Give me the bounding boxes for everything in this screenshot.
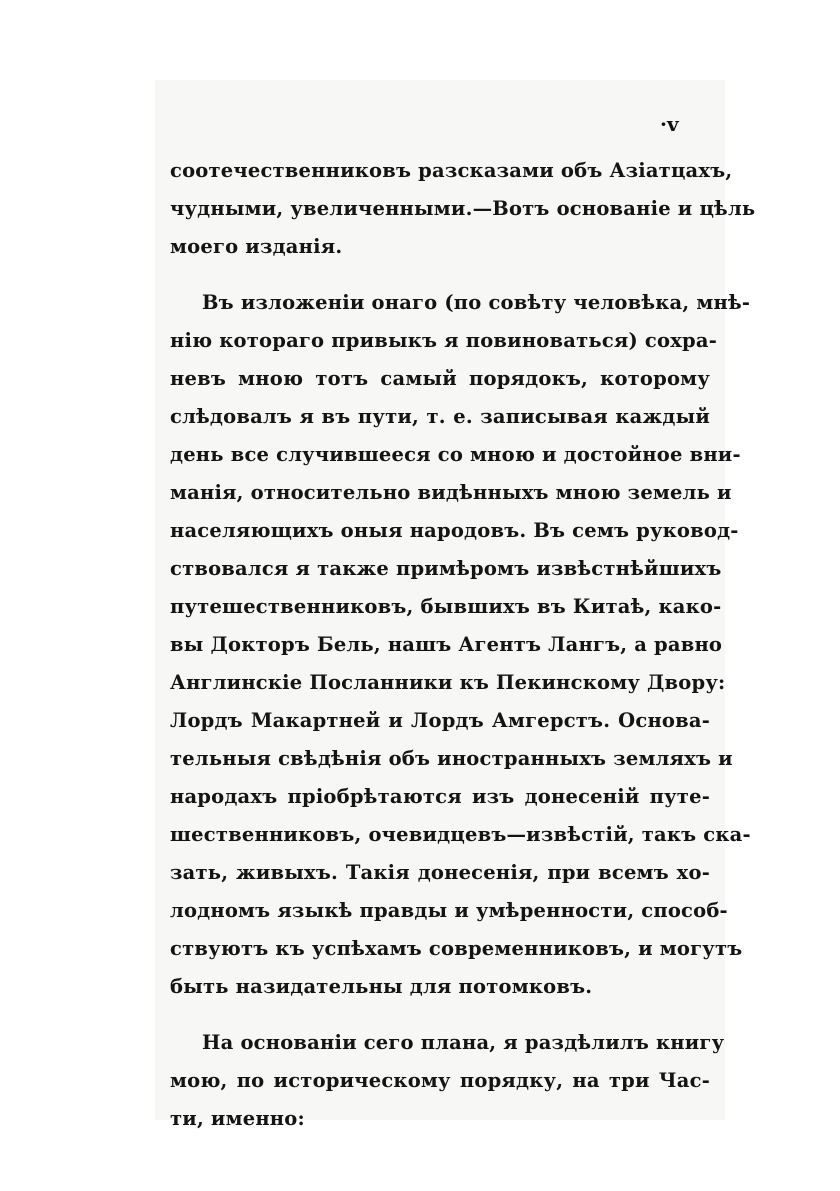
text-line: народахъ пріобрѣтаются изъ донесеній путе- [170,785,710,808]
text-line: Лордъ Макартней и Лордъ Амгерстъ. Основа- [170,709,710,732]
text-line: шественниковъ, очевидцевъ—извѣстій, такъ ска- [170,823,751,846]
text-line: мою, по историческому порядку, на три Час- [170,1069,710,1092]
text-line: манія, относительно видѣнныхъ мною земель и [170,481,732,504]
text-line: быть назидательны для потомковъ. [170,975,593,998]
text-line: слѣдовалъ я въ пути, т. е. записывая каждый [170,405,710,428]
text-line: вы Докторъ Бель, нашъ Агентъ Лангъ, а равно [170,633,723,656]
text-line: ствовался я также примѣромъ извѣстнѣйшихъ [170,557,722,580]
page-number: ·v [660,112,679,136]
paragraph-1 [170,152,756,266]
text-line: день все случившееся со мною и достойное вни- [170,443,741,466]
paragraph-3 [170,1024,725,1138]
text-line: нію котораго привыкъ я повиноваться) сохра- [170,329,717,352]
text-line: лодномъ языкѣ правды и умѣренности, способ- [170,899,728,922]
text-line: зать, живыхъ. Такія донесенія, при всемъ хо- [170,861,710,884]
text-line: Англинскіе Посланники къ Пекинскому Двору: [170,671,726,694]
text-line: невъ мною тотъ самый порядокъ, которому [170,367,710,390]
text-line: путешественниковъ, бывшихъ въ Китаѣ, како- [170,595,722,618]
text-line: чудными, увеличенными.—Вотъ основаніе и цѣль [170,197,756,220]
paragraph-2 [170,284,751,1006]
text-line: моего изданія. [170,235,343,258]
text-line: Въ изложеніи онаго (по совѣту человѣка, мнѣ- [202,291,751,314]
text-line: На основаніи сего плана, я раздѣлилъ книгу [202,1031,725,1054]
text-line: соотечественниковъ разсказами объ Азіатцахъ, [170,159,733,182]
body-text [170,152,756,1138]
text-line: тельныя свѣдѣнія объ иностранныхъ земляхъ и [170,747,733,770]
text-line: ствуютъ къ успѣхамъ современниковъ, и могутъ [170,937,743,960]
text-line: населяющихъ оныя народовъ. Въ семъ руковод- [170,519,739,542]
text-line: ти, именно: [170,1107,305,1130]
